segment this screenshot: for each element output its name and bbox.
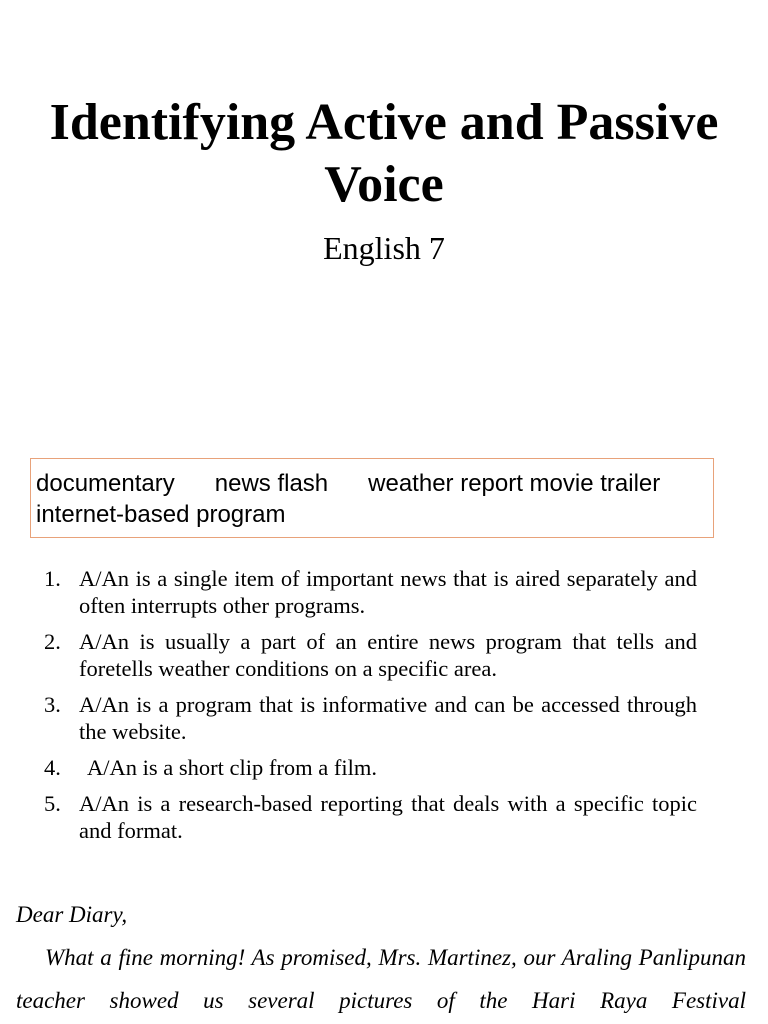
list-item	[44, 691, 697, 745]
item-text: A/An is a short clip from a film.	[87, 755, 377, 780]
page-subtitle: English 7	[323, 230, 445, 266]
item-text: A/An is a program that is informative and can be accessed through the website.	[79, 692, 697, 744]
item-number: 4.	[44, 755, 61, 780]
page-title: Identifying Active and Passive Voice	[49, 94, 719, 213]
diary-greeting: Dear Diary,	[16, 902, 128, 927]
word-bank-box: documentary news flash weather report movie trailer internet-based program	[30, 458, 714, 538]
item-number: 5.	[44, 791, 61, 816]
diary-paragraph: What a fine morning! As promised, Mrs. Martinez, our Araling Panlipunan teacher showed us several pictures of the Hari Raya Festival	[16, 945, 746, 1013]
list-item	[44, 790, 697, 844]
diary-entry	[16, 893, 746, 1022]
list-item	[44, 565, 697, 619]
item-text: A/An is a research-based reporting that deals with a specific topic and format.	[79, 791, 697, 843]
list-item	[44, 754, 697, 781]
question-list	[44, 565, 697, 853]
item-number: 2.	[44, 629, 61, 654]
list-item	[44, 628, 697, 682]
item-text: A/An is usually a part of an entire news program that tells and foretells weather conditions on a specific area.	[79, 629, 697, 681]
item-number: 1.	[44, 566, 61, 591]
item-number: 3.	[44, 692, 61, 717]
item-text: A/An is a single item of important news that is aired separately and often interrupts other programs.	[79, 566, 697, 618]
